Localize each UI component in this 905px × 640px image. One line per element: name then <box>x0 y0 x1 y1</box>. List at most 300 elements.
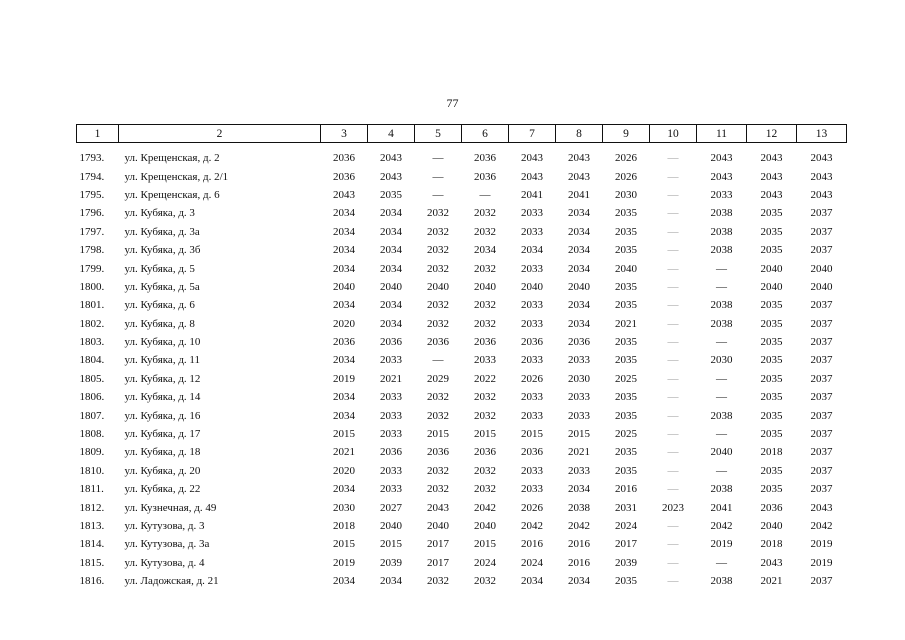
year-cell: 2032 <box>474 409 496 422</box>
year-cell: — <box>667 483 679 496</box>
row-number: 1802. <box>79 317 105 330</box>
year-cell: 2035 <box>760 299 783 312</box>
row-number: 1797. <box>79 225 105 238</box>
year-cell: 2034 <box>568 244 590 257</box>
year-cell: 2033 <box>380 428 402 441</box>
year-cell: 2036 <box>760 501 783 514</box>
year-cell: 2035 <box>615 336 637 349</box>
year-cell: 2035 <box>380 188 402 201</box>
year-cell: — <box>667 152 679 165</box>
year-cell: 2040 <box>474 280 496 293</box>
year-cell: 2017 <box>427 538 449 551</box>
year-cell: 2034 <box>568 317 590 330</box>
year-cell: 2038 <box>710 225 733 238</box>
row-number: 1813. <box>79 520 105 532</box>
year-cell: 2043 <box>710 170 733 183</box>
year-cell: 2019 <box>810 538 833 551</box>
year-cell: 2032 <box>474 483 496 496</box>
year-cell: 2037 <box>810 207 833 220</box>
table-row <box>77 315 847 333</box>
year-cell: 2035 <box>615 299 637 312</box>
data-table <box>76 124 847 590</box>
table-row <box>77 480 847 498</box>
table-row <box>77 186 847 204</box>
row-number: 1816. <box>79 575 105 588</box>
table-row <box>77 554 847 572</box>
year-cell: 2040 <box>474 520 496 532</box>
year-cell: 2033 <box>568 464 590 477</box>
year-cell: — <box>716 391 727 404</box>
year-cell: 2033 <box>568 391 590 404</box>
year-cell: — <box>667 428 679 441</box>
year-cell: 2043 <box>810 170 833 183</box>
year-cell: 2024 <box>615 520 637 532</box>
year-cell: 2043 <box>521 170 543 183</box>
year-cell: — <box>432 188 444 201</box>
row-number: 1808. <box>79 428 105 441</box>
year-cell: 2042 <box>474 501 496 514</box>
year-cell: 2033 <box>521 207 543 220</box>
year-cell: 2040 <box>380 280 402 293</box>
year-cell: 2015 <box>380 538 402 551</box>
year-cell: 2021 <box>333 446 355 459</box>
year-cell: 2038 <box>710 244 733 257</box>
year-cell: 2034 <box>380 244 402 257</box>
year-cell: 2034 <box>380 317 402 330</box>
row-number: 1800. <box>79 280 105 293</box>
address-cell: ул. Кубяка, д. 20 <box>124 464 201 477</box>
year-cell: 2035 <box>615 225 637 238</box>
row-number: 1803. <box>79 336 105 349</box>
year-cell: 2037 <box>810 391 833 404</box>
address-cell: ул. Крещенская, д. 2 <box>124 152 220 165</box>
column-header-4: 4 <box>368 125 415 143</box>
year-cell: 2041 <box>568 188 590 201</box>
year-cell: 2034 <box>568 575 590 588</box>
address-cell: ул. Ладожская, д. 21 <box>124 575 219 588</box>
year-cell: 2016 <box>568 538 590 551</box>
table-row <box>77 143 847 168</box>
year-cell: 2035 <box>760 336 783 349</box>
year-cell: 2037 <box>810 428 833 441</box>
year-cell: 2043 <box>810 188 833 201</box>
year-cell: — <box>716 464 727 477</box>
table-row <box>77 204 847 222</box>
year-cell: 2037 <box>810 354 833 367</box>
year-cell: 2019 <box>333 372 355 385</box>
year-cell: 2032 <box>474 317 496 330</box>
table-row <box>77 296 847 314</box>
year-cell: 2032 <box>474 207 496 220</box>
year-cell: 2033 <box>380 483 402 496</box>
year-cell: 2035 <box>760 391 783 404</box>
year-cell: 2015 <box>427 428 449 441</box>
year-cell: 2032 <box>474 464 496 477</box>
year-cell: 2036 <box>380 336 402 349</box>
year-cell: 2021 <box>760 575 783 588</box>
year-cell: 2035 <box>615 244 637 257</box>
page-number: 77 <box>446 96 459 110</box>
year-cell: 2038 <box>710 409 733 422</box>
row-number: 1807. <box>79 409 105 422</box>
year-cell: — <box>667 244 679 257</box>
year-cell: 2015 <box>333 538 355 551</box>
table-row <box>77 535 847 553</box>
year-cell: — <box>667 520 679 532</box>
year-cell: 2035 <box>760 464 783 477</box>
year-cell: 2024 <box>521 556 543 569</box>
row-number: 1811. <box>79 483 104 496</box>
year-cell: 2034 <box>568 225 590 238</box>
year-cell: 2032 <box>474 391 496 404</box>
year-cell: 2040 <box>333 280 355 293</box>
year-cell: 2035 <box>615 354 637 367</box>
year-cell: 2037 <box>810 336 833 349</box>
year-cell: 2038 <box>568 501 590 514</box>
year-cell: 2036 <box>474 170 496 183</box>
year-cell: 2036 <box>568 336 590 349</box>
table-row <box>77 278 847 296</box>
year-cell: 2035 <box>760 483 783 496</box>
year-cell: 2034 <box>333 483 355 496</box>
year-cell: 2038 <box>710 317 733 330</box>
year-cell: 2043 <box>810 152 833 165</box>
year-cell: 2021 <box>380 372 402 385</box>
year-cell: 2034 <box>380 575 402 588</box>
year-cell: 2032 <box>427 299 449 312</box>
year-cell: 2030 <box>568 372 590 385</box>
year-cell: 2040 <box>568 280 590 293</box>
year-cell: 2037 <box>810 299 833 312</box>
year-cell: — <box>667 317 679 330</box>
year-cell: 2032 <box>427 317 449 330</box>
year-cell: 2036 <box>333 170 355 183</box>
year-cell: — <box>716 556 727 569</box>
year-cell: — <box>667 538 679 551</box>
table-row <box>77 462 847 480</box>
year-cell: 2032 <box>427 225 449 238</box>
year-cell: 2037 <box>810 575 833 588</box>
year-cell: — <box>667 262 679 275</box>
year-cell: 2027 <box>380 501 402 514</box>
year-cell: 2015 <box>474 428 496 441</box>
year-cell: — <box>479 188 491 201</box>
address-cell: ул. Кубяка, д. 5а <box>124 280 200 293</box>
column-header-7: 7 <box>509 125 556 143</box>
address-cell: ул. Кубяка, д. 3а <box>124 225 200 238</box>
year-cell: 2022 <box>474 372 496 385</box>
year-cell: 2034 <box>380 207 402 220</box>
row-number: 1799. <box>79 262 105 275</box>
year-cell: 2034 <box>333 409 355 422</box>
year-cell: 2032 <box>474 299 496 312</box>
year-cell: 2033 <box>568 409 590 422</box>
year-cell: 2037 <box>810 244 833 257</box>
address-cell: ул. Кубяка, д. 11 <box>124 354 201 367</box>
year-cell: 2035 <box>760 354 783 367</box>
row-number: 1815. <box>79 556 105 569</box>
year-cell: 2034 <box>333 299 355 312</box>
year-cell: 2033 <box>521 483 543 496</box>
column-header-8: 8 <box>556 125 603 143</box>
year-cell: — <box>667 207 679 220</box>
year-cell: 2040 <box>615 262 637 275</box>
year-cell: — <box>716 280 727 293</box>
address-cell: ул. Кубяка, д. 14 <box>124 391 201 404</box>
address-cell: ул. Кубяка, д. 3б <box>124 244 201 257</box>
year-cell: 2037 <box>810 225 833 238</box>
year-cell: 2035 <box>615 391 637 404</box>
year-cell: — <box>667 299 679 312</box>
year-cell: 2042 <box>568 520 590 532</box>
year-cell: — <box>716 372 727 385</box>
column-header-3: 3 <box>321 125 368 143</box>
year-cell: 2036 <box>521 336 543 349</box>
year-cell: 2030 <box>333 501 355 514</box>
year-cell: 2032 <box>427 483 449 496</box>
year-cell: — <box>667 556 679 569</box>
year-cell: — <box>667 391 679 404</box>
year-cell: 2043 <box>427 501 449 514</box>
address-cell: ул. Кубяка, д. 10 <box>124 336 201 349</box>
year-cell: 2033 <box>521 391 543 404</box>
year-cell: 2034 <box>333 575 355 588</box>
year-cell: 2032 <box>427 207 449 220</box>
year-cell: 2040 <box>427 520 449 532</box>
year-cell: 2042 <box>710 520 733 532</box>
year-cell: 2023 <box>662 501 684 514</box>
column-header-11: 11 <box>697 125 747 143</box>
year-cell: 2026 <box>521 501 543 514</box>
year-cell: 2035 <box>615 446 637 459</box>
year-cell: 2033 <box>521 317 543 330</box>
year-cell: 2030 <box>710 354 733 367</box>
year-cell: 2032 <box>427 464 449 477</box>
year-cell: — <box>716 336 727 349</box>
year-cell: 2025 <box>615 428 637 441</box>
year-cell: 2032 <box>474 262 496 275</box>
address-cell: ул. Кубяка, д. 3 <box>124 207 195 220</box>
year-cell: 2043 <box>710 152 733 165</box>
year-cell: — <box>432 170 444 183</box>
year-cell: 2042 <box>521 520 543 532</box>
year-cell: 2036 <box>427 446 449 459</box>
year-cell: 2043 <box>380 170 402 183</box>
row-number: 1809. <box>79 446 105 459</box>
year-cell: 2037 <box>810 464 833 477</box>
year-cell: 2033 <box>568 354 590 367</box>
table-row <box>77 241 847 259</box>
year-cell: 2037 <box>810 317 833 330</box>
year-cell: 2020 <box>333 464 355 477</box>
year-cell: 2040 <box>760 280 783 293</box>
row-number: 1793. <box>79 152 105 165</box>
row-number: 1796. <box>79 207 105 220</box>
year-cell: 2015 <box>333 428 355 441</box>
year-cell: 2035 <box>760 207 783 220</box>
table-row <box>77 333 847 351</box>
column-header-13: 13 <box>797 125 847 143</box>
year-cell: 2034 <box>568 299 590 312</box>
table-row <box>77 388 847 406</box>
year-cell: 2037 <box>810 446 833 459</box>
year-cell: 2035 <box>760 372 783 385</box>
year-cell: 2026 <box>521 372 543 385</box>
year-cell: 2043 <box>760 170 783 183</box>
year-cell: 2043 <box>568 170 590 183</box>
year-cell: — <box>667 446 679 459</box>
year-cell: 2017 <box>427 556 449 569</box>
year-cell: — <box>716 428 727 441</box>
year-cell: 2021 <box>615 317 637 330</box>
column-header-2: 2 <box>119 125 321 143</box>
year-cell: — <box>667 372 679 385</box>
year-cell: 2032 <box>474 575 496 588</box>
year-cell: 2034 <box>333 207 355 220</box>
year-cell: 2034 <box>333 244 355 257</box>
year-cell: 2020 <box>333 317 355 330</box>
year-cell: 2032 <box>427 391 449 404</box>
table-header <box>77 125 847 143</box>
year-cell: — <box>667 336 679 349</box>
address-cell: ул. Кубяка, д. 8 <box>124 317 195 330</box>
table-row <box>77 517 847 535</box>
year-cell: 2015 <box>474 538 496 551</box>
year-cell: 2040 <box>710 446 733 459</box>
year-cell: 2033 <box>521 354 543 367</box>
year-cell: 2030 <box>615 188 637 201</box>
year-cell: 2032 <box>474 225 496 238</box>
year-cell: 2032 <box>427 244 449 257</box>
year-cell: 2033 <box>521 262 543 275</box>
year-cell: 2026 <box>615 170 637 183</box>
year-cell: 2041 <box>710 501 733 514</box>
column-header-1: 1 <box>77 125 119 143</box>
table-row <box>77 572 847 590</box>
address-cell: ул. Кузнечная, д. 49 <box>124 501 217 514</box>
year-cell: 2042 <box>810 520 833 532</box>
year-cell: 2034 <box>521 244 543 257</box>
year-cell: 2040 <box>810 262 833 275</box>
column-header-12: 12 <box>747 125 797 143</box>
column-header-6: 6 <box>462 125 509 143</box>
address-cell: ул. Кубяка, д. 5 <box>124 262 195 275</box>
address-cell: ул. Крещенская, д. 6 <box>124 188 220 201</box>
year-cell: 2038 <box>710 299 733 312</box>
table-row <box>77 425 847 443</box>
year-cell: 2018 <box>333 520 355 532</box>
row-number: 1804. <box>79 354 105 367</box>
address-cell: ул. Кубяка, д. 6 <box>124 299 195 312</box>
year-cell: 2034 <box>333 262 355 275</box>
year-cell: 2034 <box>521 575 543 588</box>
address-cell: ул. Кутузова, д. 4 <box>124 556 205 569</box>
year-cell: 2034 <box>333 354 355 367</box>
header-row <box>77 125 847 143</box>
table-row <box>77 259 847 277</box>
year-cell: 2038 <box>710 575 733 588</box>
year-cell: 2039 <box>615 556 637 569</box>
year-cell: 2034 <box>568 483 590 496</box>
year-cell: 2033 <box>380 354 402 367</box>
year-cell: 2040 <box>521 280 543 293</box>
table-row <box>77 498 847 516</box>
year-cell: 2026 <box>615 152 637 165</box>
year-cell: 2029 <box>427 372 449 385</box>
year-cell: 2033 <box>521 299 543 312</box>
year-cell: 2018 <box>760 446 783 459</box>
year-cell: 2038 <box>710 207 733 220</box>
year-cell: 2043 <box>568 152 590 165</box>
year-cell: — <box>432 354 444 367</box>
year-cell: 2019 <box>710 538 733 551</box>
year-cell: 2034 <box>380 299 402 312</box>
year-cell: 2035 <box>615 280 637 293</box>
row-number: 1814. <box>79 538 105 551</box>
year-cell: 2037 <box>810 483 833 496</box>
year-cell: 2036 <box>380 446 402 459</box>
row-number: 1795. <box>79 188 105 201</box>
row-number: 1794. <box>79 170 105 183</box>
year-cell: — <box>667 280 679 293</box>
year-cell: 2041 <box>521 188 543 201</box>
column-header-9: 9 <box>603 125 650 143</box>
year-cell: — <box>667 575 679 588</box>
year-cell: 2043 <box>760 188 783 201</box>
table-row <box>77 351 847 369</box>
address-cell: ул. Кубяка, д. 17 <box>124 428 201 441</box>
row-number: 1805. <box>79 372 105 385</box>
address-cell: ул. Кубяка, д. 18 <box>124 446 201 459</box>
year-cell: 2016 <box>568 556 590 569</box>
year-cell: 2025 <box>615 372 637 385</box>
year-cell: 2035 <box>615 409 637 422</box>
year-cell: 2019 <box>810 556 833 569</box>
year-cell: 2036 <box>474 446 496 459</box>
year-cell: 2021 <box>568 446 590 459</box>
row-number: 1801. <box>79 299 105 312</box>
year-cell: 2040 <box>427 280 449 293</box>
table-row <box>77 370 847 388</box>
row-number: 1810. <box>79 464 105 477</box>
table-row <box>77 443 847 461</box>
year-cell: 2035 <box>760 225 783 238</box>
year-cell: 2036 <box>333 336 355 349</box>
year-cell: 2040 <box>760 520 783 532</box>
year-cell: 2024 <box>474 556 496 569</box>
year-cell: 2034 <box>380 262 402 275</box>
year-cell: 2035 <box>615 575 637 588</box>
year-cell: — <box>432 152 444 165</box>
year-cell: 2033 <box>380 391 402 404</box>
year-cell: 2017 <box>615 538 637 551</box>
year-cell: 2015 <box>521 428 543 441</box>
year-cell: — <box>667 188 679 201</box>
year-cell: 2015 <box>568 428 590 441</box>
year-cell: 2034 <box>333 391 355 404</box>
year-cell: 2032 <box>427 262 449 275</box>
column-header-10: 10 <box>650 125 697 143</box>
table-row <box>77 223 847 241</box>
address-cell: ул. Кутузова, д. 3 <box>124 520 205 532</box>
year-cell: 2043 <box>810 501 833 514</box>
year-cell: 2037 <box>810 409 833 422</box>
year-cell: 2033 <box>521 464 543 477</box>
address-cell: ул. Кубяка, д. 12 <box>124 372 201 385</box>
year-cell: 2034 <box>380 225 402 238</box>
year-cell: 2040 <box>810 280 833 293</box>
address-cell: ул. Кутузова, д. 3а <box>124 538 210 551</box>
